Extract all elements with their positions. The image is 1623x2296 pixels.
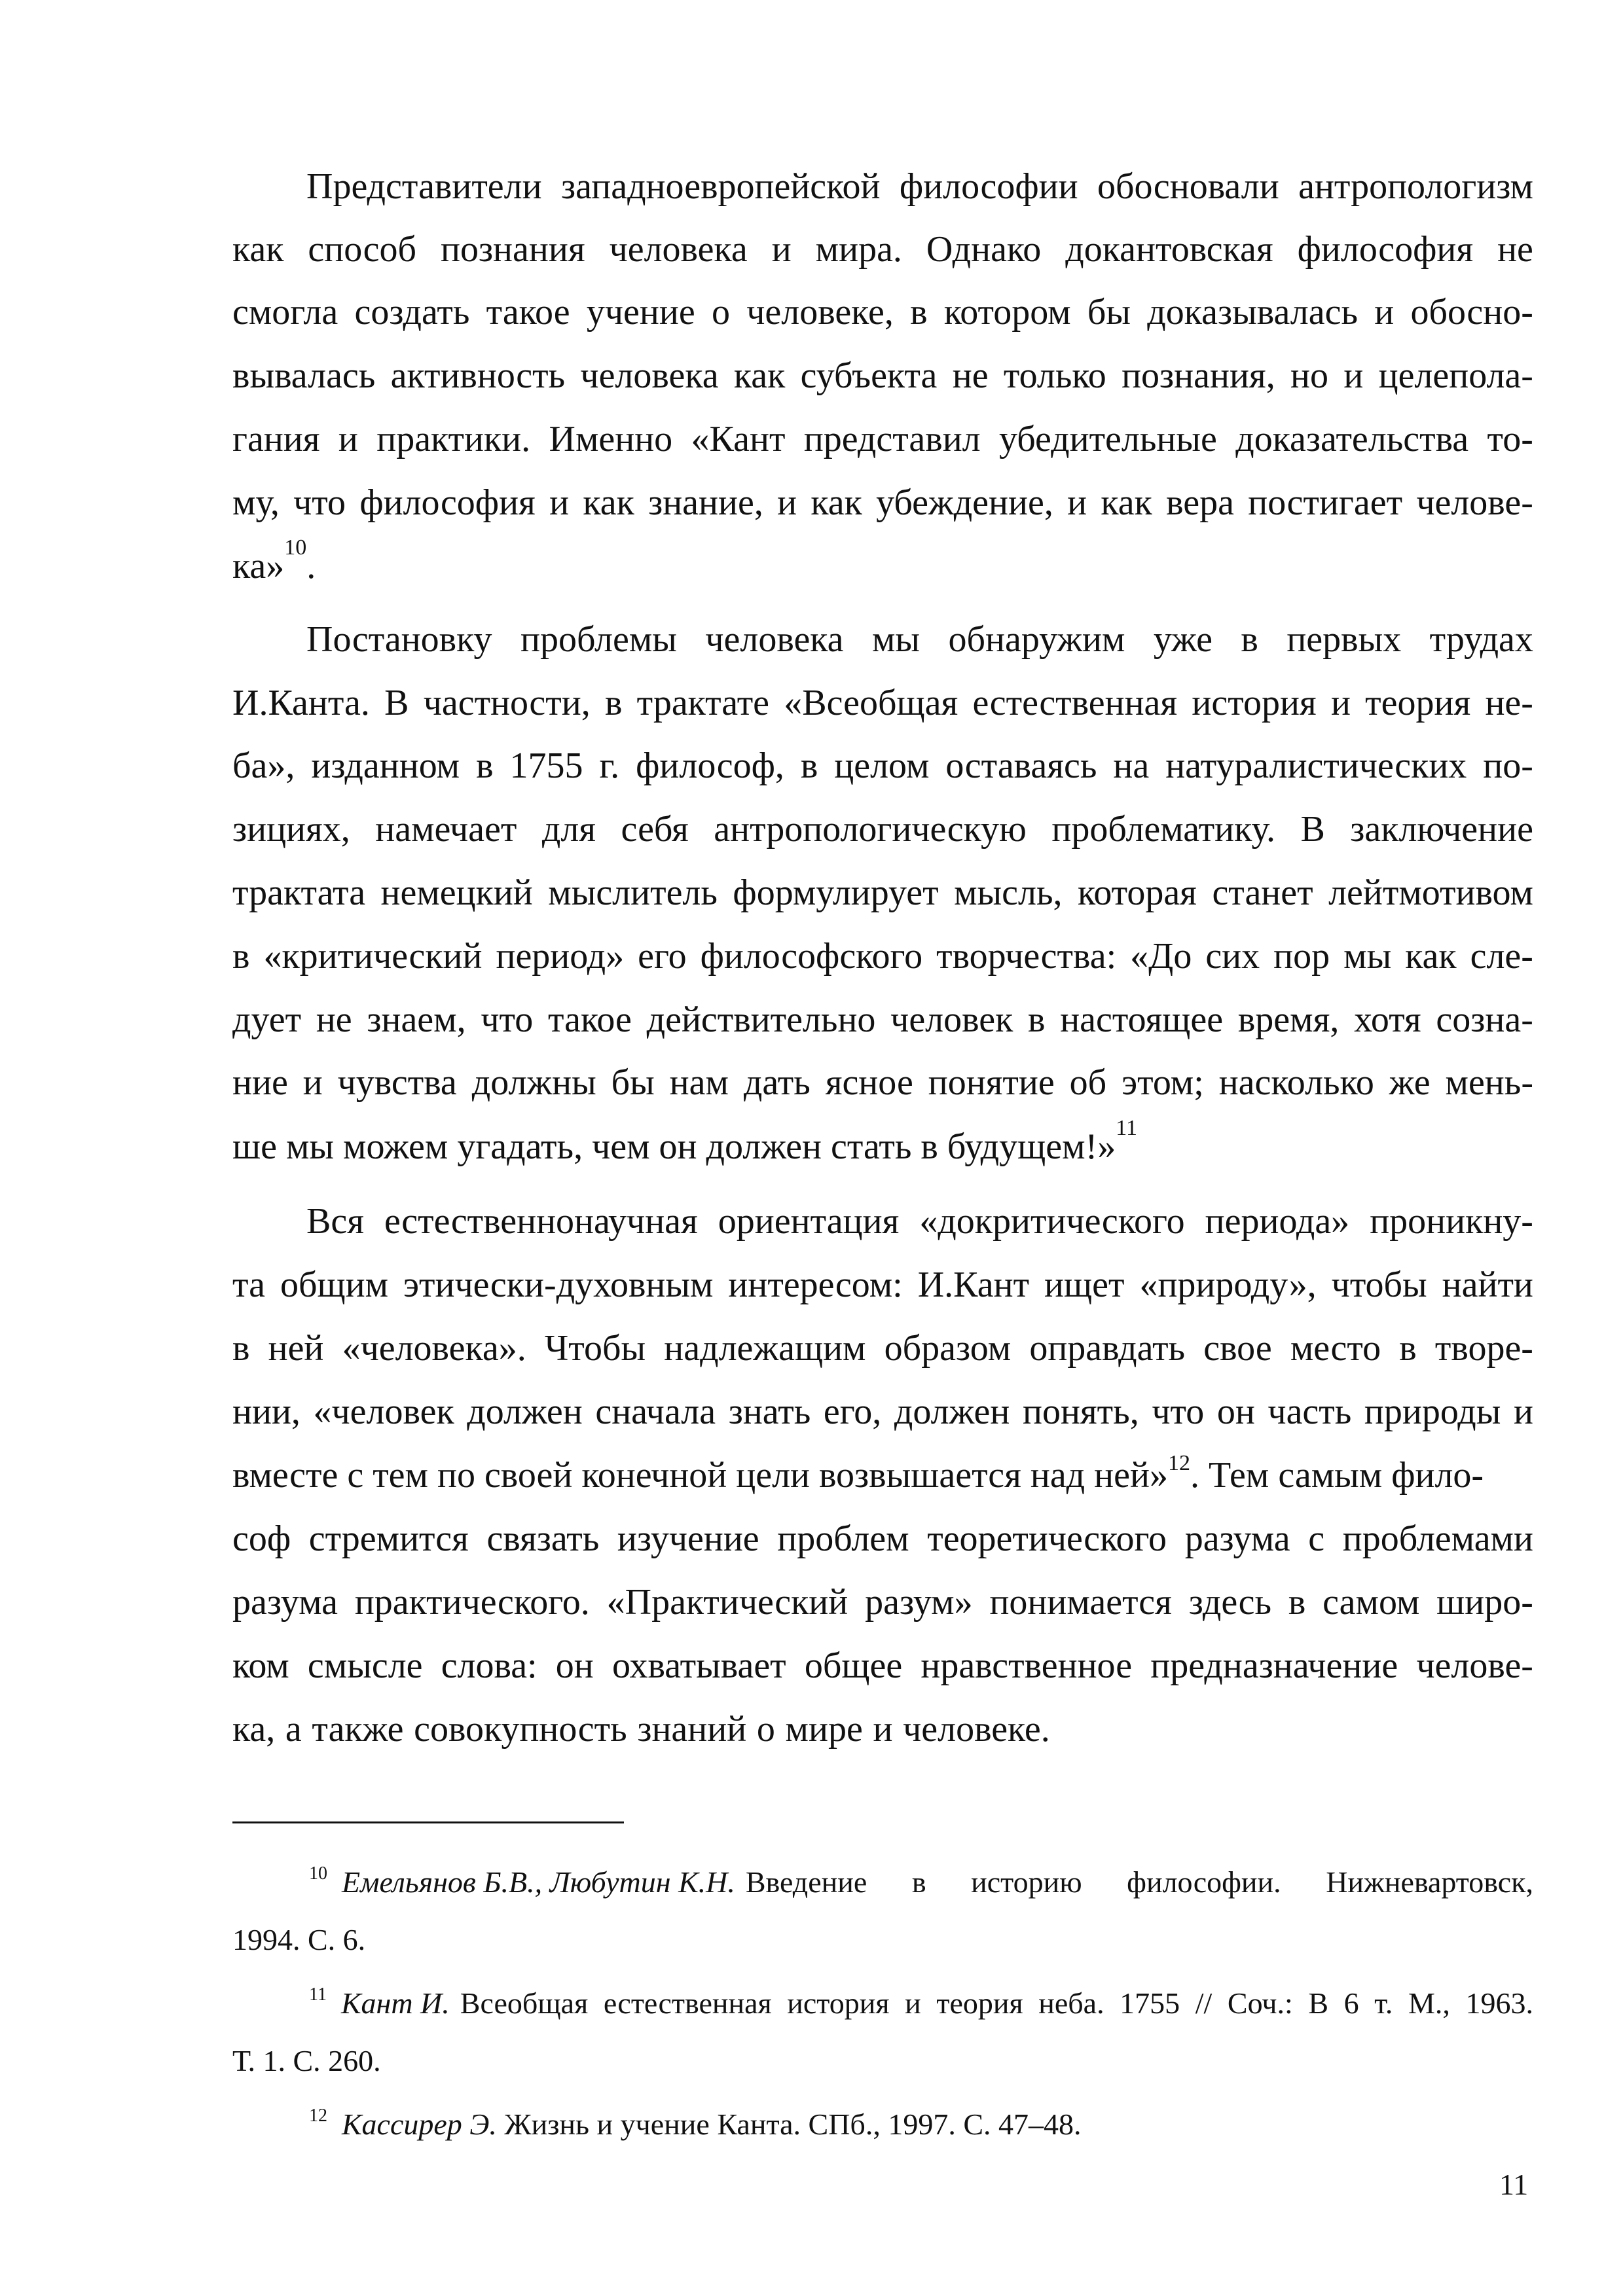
word: теория bbox=[936, 1986, 1023, 2020]
body-line bbox=[232, 231, 1533, 268]
word: М., bbox=[1408, 1986, 1450, 2020]
word: как bbox=[1405, 936, 1457, 977]
word: совокупность bbox=[414, 1709, 627, 1749]
word: «Всеобщая bbox=[784, 683, 958, 723]
word: в bbox=[910, 292, 928, 332]
word: по- bbox=[1483, 745, 1533, 786]
word: знаем, bbox=[367, 999, 466, 1040]
word: философии. bbox=[1127, 1865, 1281, 1899]
body-line bbox=[232, 1393, 1533, 1430]
footnote-ref: 11 bbox=[1116, 1116, 1137, 1140]
word: также bbox=[312, 1709, 404, 1749]
word: как bbox=[811, 482, 862, 523]
word: ка, bbox=[232, 1709, 276, 1749]
body-line bbox=[232, 1116, 1533, 1167]
word: и bbox=[905, 1986, 921, 2020]
word: ком bbox=[232, 1645, 289, 1686]
word: как bbox=[1101, 482, 1152, 523]
body-line bbox=[232, 535, 1533, 586]
word: доказывалась bbox=[1147, 292, 1358, 332]
word: связать bbox=[486, 1518, 600, 1559]
body-line bbox=[306, 1203, 1533, 1240]
word: «До bbox=[1130, 936, 1192, 977]
word: Постановку bbox=[306, 619, 492, 660]
body-line bbox=[232, 1584, 1533, 1621]
footnote-number: 10 bbox=[309, 1863, 327, 1884]
word: сих bbox=[1205, 936, 1260, 977]
word: созна- bbox=[1436, 999, 1533, 1040]
word: понимается bbox=[989, 1582, 1172, 1623]
word: г. bbox=[599, 745, 620, 786]
body-line bbox=[232, 1711, 1533, 1748]
footnote-author: Кассирер Э. bbox=[342, 2108, 497, 2141]
word: нии, bbox=[232, 1391, 301, 1432]
body-line bbox=[232, 685, 1533, 721]
page-number: 11 bbox=[1499, 2168, 1529, 2201]
word: как bbox=[232, 229, 284, 270]
word: целом bbox=[834, 745, 930, 786]
body-line bbox=[306, 621, 1533, 658]
word: как bbox=[733, 355, 786, 396]
body-line bbox=[232, 1064, 1533, 1101]
word: обосно- bbox=[1410, 292, 1533, 332]
word: в bbox=[232, 1328, 250, 1369]
word: естественнонаучная bbox=[384, 1201, 698, 1242]
word: и bbox=[1513, 1391, 1533, 1432]
word: теория bbox=[1365, 683, 1471, 723]
word: ориентация bbox=[718, 1201, 900, 1242]
word: В bbox=[384, 683, 409, 723]
word: периода» bbox=[1205, 1201, 1350, 1242]
word: 1755 bbox=[1120, 1986, 1180, 2020]
word: смогла bbox=[232, 292, 338, 332]
word: проблем bbox=[777, 1518, 909, 1559]
word: надлежащим bbox=[664, 1328, 866, 1369]
word: в bbox=[476, 745, 494, 786]
word: и bbox=[1343, 355, 1364, 396]
word: 1963. bbox=[1465, 1986, 1533, 2020]
word: человеке, bbox=[746, 292, 894, 332]
body-line bbox=[232, 938, 1533, 975]
word: «человек bbox=[313, 1391, 454, 1432]
word: сначала bbox=[595, 1391, 716, 1432]
word: лейтмотивом bbox=[1328, 872, 1533, 913]
word: «Практический bbox=[606, 1582, 848, 1623]
word: найти bbox=[1442, 1265, 1533, 1305]
word: Вся bbox=[306, 1201, 364, 1242]
word: же bbox=[1389, 1062, 1431, 1103]
body-line bbox=[306, 168, 1533, 205]
word: убедительные bbox=[998, 419, 1217, 459]
word: челове- bbox=[1416, 482, 1533, 523]
body-line bbox=[232, 747, 1533, 784]
word: этом; bbox=[1122, 1062, 1204, 1103]
word: должны bbox=[471, 1062, 596, 1103]
word: знать bbox=[728, 1391, 811, 1432]
word: разума bbox=[1184, 1518, 1290, 1559]
word: та bbox=[232, 1265, 266, 1305]
footnote-10 bbox=[309, 1863, 1533, 1899]
footnote-text: Т. 1. С. 260. bbox=[232, 2044, 381, 2077]
word: гания bbox=[232, 419, 320, 459]
word: уже bbox=[1153, 619, 1213, 660]
body-line bbox=[232, 1647, 1533, 1684]
word: зициях, bbox=[232, 809, 350, 850]
word: и bbox=[771, 229, 792, 270]
word: натуралистических bbox=[1165, 745, 1467, 786]
footnote-number: 12 bbox=[309, 2106, 327, 2126]
word: «человека». bbox=[342, 1328, 526, 1369]
word: об bbox=[1069, 1062, 1107, 1103]
body-line bbox=[232, 1520, 1533, 1557]
word: естественная bbox=[972, 683, 1178, 723]
word: не bbox=[952, 355, 989, 396]
word: философ, bbox=[636, 745, 784, 786]
word: с bbox=[1308, 1518, 1325, 1559]
word: история bbox=[1192, 683, 1317, 723]
word: о bbox=[756, 1709, 775, 1749]
word: первых bbox=[1286, 619, 1402, 660]
word: для bbox=[541, 809, 596, 850]
word: не bbox=[1497, 229, 1533, 270]
word: ней bbox=[268, 1328, 324, 1369]
footnote-number: 11 bbox=[309, 1984, 327, 2005]
word: в bbox=[1028, 999, 1046, 1040]
word: докантовская bbox=[1065, 229, 1273, 270]
word: трактата bbox=[232, 872, 366, 913]
word: нам bbox=[669, 1062, 729, 1103]
word: проблематику. bbox=[1051, 809, 1275, 850]
word: разум» bbox=[865, 1582, 973, 1623]
body-line bbox=[232, 874, 1533, 911]
word: в bbox=[911, 1865, 926, 1899]
word: и bbox=[777, 482, 797, 523]
word: оставаясь bbox=[945, 745, 1097, 786]
word: широ- bbox=[1436, 1582, 1533, 1623]
word: доказательства bbox=[1235, 419, 1469, 459]
word: общее bbox=[804, 1645, 903, 1686]
word: и bbox=[302, 1062, 323, 1103]
word: «природу», bbox=[1139, 1265, 1317, 1305]
body-text: ка» bbox=[232, 546, 285, 586]
word: охватывает bbox=[611, 1645, 786, 1686]
footnote-12 bbox=[309, 2106, 1533, 2141]
word: дует bbox=[232, 999, 302, 1040]
word: что bbox=[1152, 1391, 1205, 1432]
word: история bbox=[787, 1986, 890, 2020]
footnote-11-cont bbox=[232, 2046, 1533, 2076]
word: Всеобщая bbox=[460, 1986, 589, 2020]
word: субъекта bbox=[800, 355, 938, 396]
word: этически-духовным bbox=[403, 1265, 714, 1305]
word: антропологическую bbox=[714, 809, 1027, 850]
word: проникну- bbox=[1370, 1201, 1533, 1242]
word: творе- bbox=[1434, 1328, 1533, 1369]
body-text: ше мы можем угадать, чем он должен стать в будущем!» bbox=[232, 1126, 1116, 1167]
word: трудах bbox=[1429, 619, 1533, 660]
word: в bbox=[604, 683, 623, 723]
word: человека bbox=[609, 229, 748, 270]
word: философии bbox=[899, 166, 1078, 207]
footnote-11 bbox=[309, 1984, 1533, 2020]
word: что bbox=[293, 482, 346, 523]
word: пор bbox=[1273, 936, 1330, 977]
word: здесь bbox=[1188, 1582, 1271, 1623]
word: нравственное bbox=[921, 1645, 1133, 1686]
word: не bbox=[316, 999, 352, 1040]
word: познания, bbox=[1122, 355, 1275, 396]
word: ние bbox=[232, 1062, 288, 1103]
body-line bbox=[232, 484, 1533, 521]
body-line bbox=[232, 811, 1533, 848]
word: историю bbox=[971, 1865, 1082, 1899]
word: частности, bbox=[423, 683, 591, 723]
word: и bbox=[873, 1709, 893, 1749]
footnote-text bbox=[460, 1988, 1533, 2018]
word: создать bbox=[354, 292, 470, 332]
footnote-separator bbox=[232, 1821, 624, 1823]
word: проблемы bbox=[520, 619, 677, 660]
word: которая bbox=[1077, 872, 1197, 913]
word: познания bbox=[440, 229, 585, 270]
word: проблемами bbox=[1342, 1518, 1533, 1559]
word: теоретического bbox=[927, 1518, 1167, 1559]
word: самом bbox=[1322, 1582, 1420, 1623]
word: изучение bbox=[617, 1518, 759, 1559]
word: изданном bbox=[311, 745, 460, 786]
word: намечает bbox=[375, 809, 517, 850]
word: формулирует bbox=[733, 872, 939, 913]
word: природы bbox=[1364, 1391, 1501, 1432]
word: бы bbox=[1087, 292, 1131, 332]
word: обнаружим bbox=[948, 619, 1125, 660]
word: 6 bbox=[1343, 1986, 1359, 2020]
word: хотя bbox=[1354, 999, 1421, 1040]
word: мысль, bbox=[954, 872, 1063, 913]
word: бы bbox=[611, 1062, 655, 1103]
word: обосновали bbox=[1097, 166, 1279, 207]
word: и bbox=[338, 419, 358, 459]
word: и bbox=[1067, 482, 1087, 523]
word: философского bbox=[700, 936, 923, 977]
body-line bbox=[232, 294, 1533, 331]
word: станет bbox=[1212, 872, 1313, 913]
word: мира. bbox=[815, 229, 902, 270]
word: постигает bbox=[1248, 482, 1403, 523]
word: В bbox=[1308, 1986, 1329, 2020]
word: место bbox=[1290, 1328, 1381, 1369]
word: Представители bbox=[306, 166, 542, 207]
word: человека bbox=[580, 355, 719, 396]
word: мыслитель bbox=[548, 872, 718, 913]
word: т. bbox=[1374, 1986, 1393, 2020]
word: а bbox=[285, 1709, 302, 1749]
word: и bbox=[1330, 683, 1351, 723]
word: человек bbox=[890, 999, 1013, 1040]
word: мень- bbox=[1445, 1062, 1533, 1103]
body-line bbox=[232, 421, 1533, 457]
word: знаний bbox=[637, 1709, 747, 1749]
word: мы bbox=[1343, 936, 1392, 977]
word: немецкий bbox=[380, 872, 533, 913]
body-text: . Тем самым фило- bbox=[1190, 1455, 1484, 1496]
word: представил bbox=[803, 419, 981, 459]
word: стремится bbox=[308, 1518, 469, 1559]
word: соф bbox=[232, 1518, 291, 1559]
word: вывалась bbox=[232, 355, 376, 396]
word: общим bbox=[280, 1265, 389, 1305]
word: смысле bbox=[307, 1645, 423, 1686]
word: должен bbox=[467, 1391, 583, 1432]
word: котором bbox=[943, 292, 1071, 332]
word: себя bbox=[621, 809, 689, 850]
body-text: вместе с тем по своей конечной цели возвышается над ней» bbox=[232, 1455, 1168, 1496]
word: интересом: bbox=[728, 1265, 903, 1305]
word: на bbox=[1113, 745, 1150, 786]
footnote-author: Емельянов Б.В., Любутин К.Н. bbox=[342, 1865, 735, 1899]
word: как bbox=[583, 482, 634, 523]
word: Введение bbox=[745, 1865, 867, 1899]
word: «докритического bbox=[919, 1201, 1185, 1242]
word: знание, bbox=[648, 482, 763, 523]
word: в bbox=[1399, 1328, 1417, 1369]
word: период» bbox=[496, 936, 625, 977]
word: действительно bbox=[646, 999, 876, 1040]
word: в bbox=[232, 936, 250, 977]
word: чтобы bbox=[1331, 1265, 1427, 1305]
word: что bbox=[481, 999, 534, 1040]
body-line bbox=[232, 1266, 1533, 1303]
word: время, bbox=[1237, 999, 1340, 1040]
word: человеке. bbox=[903, 1709, 1050, 1749]
word: чувства bbox=[337, 1062, 457, 1103]
word: Однако bbox=[926, 229, 1042, 270]
word: свое bbox=[1203, 1328, 1272, 1369]
word: насколько bbox=[1218, 1062, 1374, 1103]
word: трактате bbox=[636, 683, 770, 723]
word: только bbox=[1003, 355, 1106, 396]
word: не- bbox=[1485, 683, 1533, 723]
word: практического. bbox=[354, 1582, 590, 1623]
word: его bbox=[638, 936, 687, 977]
word: он bbox=[1216, 1391, 1255, 1432]
word: ба», bbox=[232, 745, 295, 786]
word: В bbox=[1300, 809, 1325, 850]
body-line bbox=[232, 1001, 1533, 1038]
body-line bbox=[232, 1451, 1533, 1496]
word: его, bbox=[823, 1391, 882, 1432]
word: учение bbox=[586, 292, 695, 332]
word: западноевропейской bbox=[561, 166, 881, 207]
word: Соч.: bbox=[1227, 1986, 1293, 2020]
word: И.Канта. bbox=[232, 683, 370, 723]
word: но bbox=[1290, 355, 1328, 396]
word: о bbox=[711, 292, 730, 332]
word: он bbox=[555, 1645, 594, 1686]
word: Нижневартовск, bbox=[1326, 1865, 1533, 1899]
word: мы bbox=[871, 619, 921, 660]
word: слова: bbox=[441, 1645, 538, 1686]
word: часть bbox=[1267, 1391, 1352, 1432]
word: дать bbox=[743, 1062, 811, 1103]
word: и bbox=[549, 482, 570, 523]
footnote-text: Жизнь и учение Канта. СПб., 1997. С. 47–48. bbox=[504, 2108, 1082, 2141]
word: заключение bbox=[1350, 809, 1533, 850]
body-text: . bbox=[306, 546, 316, 586]
word: предназначение bbox=[1150, 1645, 1398, 1686]
word: неба. bbox=[1038, 1986, 1104, 2020]
word: убеждение, bbox=[876, 482, 1053, 523]
word: понять, bbox=[1022, 1391, 1139, 1432]
word: // bbox=[1195, 1986, 1213, 2020]
word: философия bbox=[1297, 229, 1474, 270]
footnote-author: Кант И. bbox=[340, 1986, 450, 2020]
word: активность bbox=[390, 355, 566, 396]
word: оправдать bbox=[1029, 1328, 1186, 1369]
word: образом bbox=[884, 1328, 1012, 1369]
word: му, bbox=[232, 482, 280, 523]
word: должен bbox=[894, 1391, 1010, 1432]
word: способ bbox=[308, 229, 416, 270]
word: естественная bbox=[603, 1986, 772, 2020]
word: Чтобы bbox=[544, 1328, 646, 1369]
word: ясное bbox=[825, 1062, 913, 1103]
word: то- bbox=[1487, 419, 1533, 459]
word: творчества: bbox=[936, 936, 1117, 977]
word: Именно bbox=[549, 419, 673, 459]
word: разума bbox=[232, 1582, 338, 1623]
word: настоящее bbox=[1060, 999, 1224, 1040]
word: человека bbox=[705, 619, 844, 660]
footnote-10-cont bbox=[232, 1925, 1533, 1955]
word: в bbox=[800, 745, 818, 786]
word: в bbox=[1288, 1582, 1306, 1623]
word: философия bbox=[359, 482, 536, 523]
word: в bbox=[1241, 619, 1258, 660]
word: понятие bbox=[928, 1062, 1055, 1103]
word: И.Кант bbox=[917, 1265, 1030, 1305]
word: сле- bbox=[1470, 936, 1533, 977]
word: мире bbox=[785, 1709, 863, 1749]
footnote-ref: 12 bbox=[1167, 1451, 1190, 1475]
word: челове- bbox=[1416, 1645, 1533, 1686]
word: такое bbox=[486, 292, 570, 332]
word: антропологизм bbox=[1298, 166, 1533, 207]
word: 1755 bbox=[509, 745, 583, 786]
footnote-text bbox=[746, 1867, 1533, 1897]
word: «Кант bbox=[691, 419, 786, 459]
body-line bbox=[232, 1330, 1533, 1367]
word: вера bbox=[1166, 482, 1234, 523]
word: практики. bbox=[376, 419, 531, 459]
word: ищет bbox=[1044, 1265, 1125, 1305]
footnote-ref: 10 bbox=[284, 535, 307, 560]
word: «критический bbox=[263, 936, 483, 977]
footnote-text: 1994. С. 6. bbox=[232, 1923, 366, 1956]
word: целепола- bbox=[1378, 355, 1533, 396]
word: и bbox=[1374, 292, 1395, 332]
word: такое bbox=[547, 999, 632, 1040]
body-line bbox=[232, 357, 1533, 394]
